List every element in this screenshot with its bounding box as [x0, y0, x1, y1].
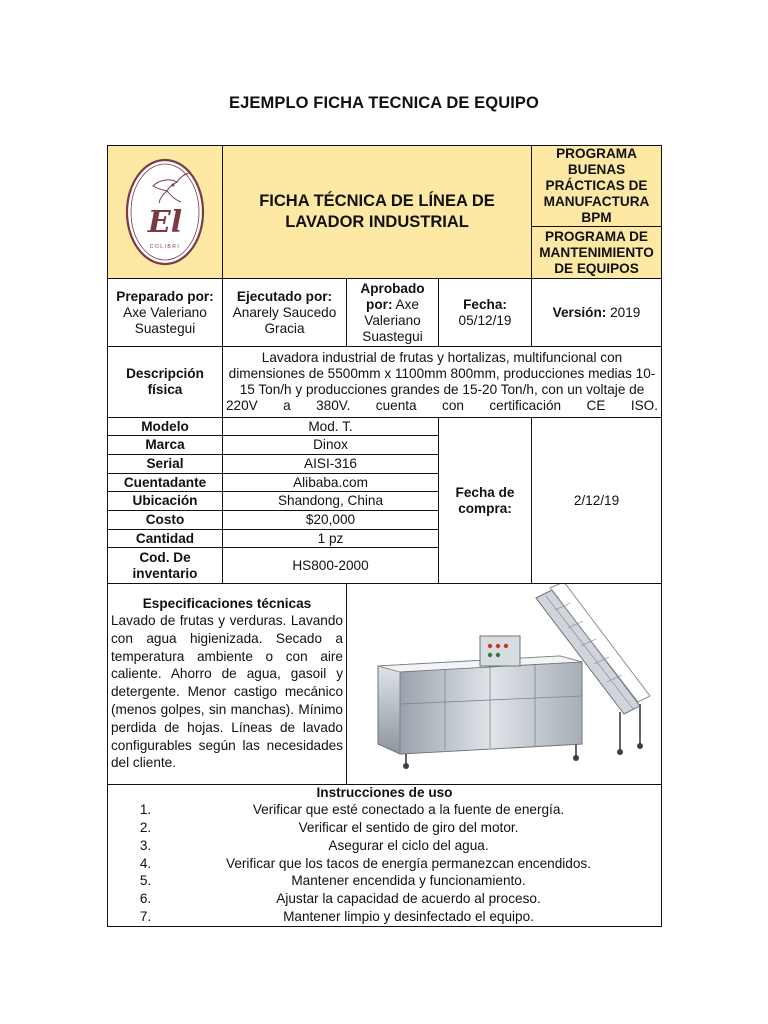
version-label: Versión: — [552, 304, 607, 320]
description-label: Descripción física — [108, 347, 223, 418]
approved-by-cell — [347, 279, 439, 347]
logo-mark: El — [147, 205, 183, 241]
specs-title: Especificaciones técnicas — [142, 596, 312, 612]
detail-label-location: Ubicación — [108, 492, 223, 511]
detail-value-cost: $20,000 — [223, 511, 439, 530]
instruction-item: 6. Ajustar la capacidad de acuerdo al proceso. — [155, 890, 658, 908]
instruction-item: 1. Verificar que esté conectado a la fuente de energía. — [155, 801, 658, 819]
equipment-sheet — [107, 145, 662, 927]
detail-label-brand: Marca — [108, 436, 223, 455]
instruction-item: 7. Mantener limpio y desinfectado el equipo. — [155, 908, 658, 926]
specs-cell — [108, 584, 347, 785]
logo-cell — [108, 146, 223, 279]
detail-value-quantity: 1 pz — [223, 530, 439, 548]
executed-by-cell — [223, 279, 347, 347]
program-maintenance: PROGRAMA DE MANTENIMIENTO DE EQUIPOS — [532, 227, 662, 279]
date-cell — [439, 279, 532, 347]
main-title-cell — [223, 146, 532, 279]
version-value: 2019 — [610, 304, 641, 320]
document-title: EJEMPLO FICHA TECNICA DE EQUIPO — [229, 94, 539, 112]
detail-value-account: Alibaba.com — [223, 474, 439, 492]
instruction-item: 3. Asegurar el ciclo del agua. — [155, 837, 658, 855]
specs-text: Lavado de frutas y verduras. Lavando con agua higienizada. Secado a temperatura ambiente o con aire caliente. Ahorro de agua, gasoil y detergente. Menor castigo mecánico (menos golpes, sin manchas). Mínimo perdida de hojas. Líneas de lavado configurables según las necesidades del cliente. — [111, 613, 343, 771]
instruction-item: 5. Mantener encendida y funcionamiento. — [155, 872, 658, 890]
prepared-by-cell — [108, 279, 223, 347]
approved-by-value: Axe Valeriano Suastegui — [362, 296, 423, 344]
detail-label-serial: Serial — [108, 455, 223, 474]
instruction-item: 4. Verificar que los tacos de energía permanezcan encendidos. — [155, 855, 658, 873]
detail-label-account: Cuentadante — [108, 474, 223, 492]
detail-value-serial: AISI-316 — [223, 455, 439, 474]
detail-label-inventory: Cod. De inventario — [108, 548, 223, 584]
date-label: Fecha: — [463, 296, 507, 312]
detail-value-model: Mod. T. — [223, 418, 439, 436]
description-text: Lavadora industrial de frutas y hortalizas, multifuncional con dimensiones de 5500mm x 1100mm 800mm, producciones medias 10-15 Ton/h y producciones grandes de 15-20 Ton/h, con un voltaje de 220V a 380V. cuenta con certificación CE ISO. — [223, 347, 662, 418]
company-logo — [123, 156, 207, 268]
detail-value-inventory: HS800-2000 — [223, 548, 439, 584]
instructions-title: Instrucciones de uso — [316, 785, 453, 801]
executed-by-label: Ejecutado por: — [236, 288, 333, 304]
executed-by-value: Anarely Saucedo Gracia — [232, 304, 337, 336]
detail-value-brand: Dinox — [223, 436, 439, 455]
main-title: FICHA TÉCNICA DE LÍNEA DE LAVADOR INDUSTRIAL — [259, 192, 495, 232]
instructions-list — [111, 801, 658, 926]
instruction-item: 2. Verificar el sentido de giro del motor. — [155, 819, 658, 837]
detail-label-model: Modelo — [108, 418, 223, 436]
approved-by-label: Aprobado por: — [360, 280, 425, 312]
logo-subtext: COLIBRI — [149, 244, 181, 251]
version-cell — [532, 279, 662, 347]
prepared-by-value: Axe Valeriano Suastegui — [123, 304, 207, 336]
purchase-date-label: Fecha de compra: — [439, 418, 532, 584]
detail-value-location: Shandong, China — [223, 492, 439, 511]
instructions-cell — [108, 785, 662, 927]
machine-image-cell — [347, 584, 662, 785]
purchase-date-value: 2/12/19 — [532, 418, 662, 584]
prepared-by-label: Preparado por: — [116, 288, 214, 304]
washing-machine-image — [350, 584, 662, 780]
detail-label-cost: Costo — [108, 511, 223, 530]
program-bpm: PROGRAMA BUENAS PRÁCTICAS DE MANUFACTURA BPM — [532, 146, 662, 227]
date-value: 05/12/19 — [458, 312, 512, 328]
detail-label-quantity: Cantidad — [108, 530, 223, 548]
